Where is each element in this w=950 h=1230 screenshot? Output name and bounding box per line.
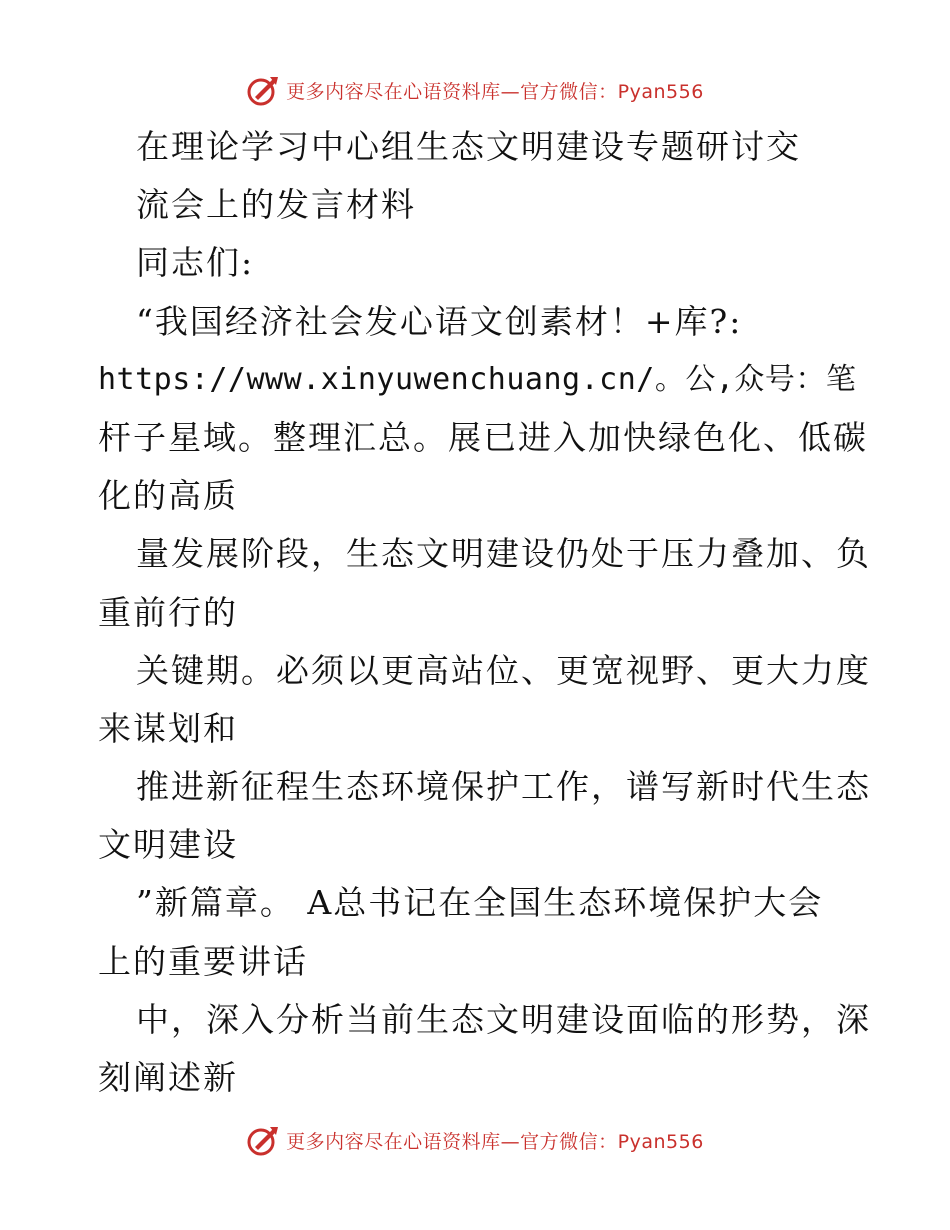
paragraph-line: “我国经济社会发心语文创素材！+库?:	[136, 301, 743, 341]
footer-watermark	[0, 1120, 950, 1160]
paragraph-line: 重前行的	[98, 592, 238, 632]
salutation: 同志们:	[136, 243, 255, 283]
title-line-2: 流会上的发言材料	[136, 185, 416, 225]
document-body	[98, 118, 871, 1107]
watermark-text: 更多内容尽在心语资料库—官方微信：Pyan556	[286, 80, 704, 103]
paragraph-line: 文明建设	[98, 825, 238, 865]
paragraph-line: https://www.xinyuwenchuang.cn/。公,众号：笔	[98, 361, 857, 397]
paragraph-line: 刻阐述新	[98, 1058, 238, 1097]
paragraph-line: 量发展阶段，生态文明建设仍处于压力叠加、负	[136, 534, 871, 574]
paragraph-line: 推进新征程生态环境保护工作，谱写新时代生态	[136, 767, 871, 807]
quill-logo-icon	[246, 1123, 280, 1157]
paragraph-line: 关键期。必须以更高站位、更宽视野、更大力度	[136, 650, 871, 690]
watermark-text: 更多内容尽在心语资料库—官方微信：Pyan556	[286, 1130, 704, 1153]
quill-logo-icon	[246, 73, 280, 107]
paragraph-line: 化的高质	[98, 476, 238, 516]
paragraph-line: 上的重要讲话	[98, 941, 308, 981]
header-watermark	[0, 70, 950, 110]
paragraph-line: 中，深入分析当前生态文明建设面临的形势，深	[136, 999, 871, 1039]
paragraph-line: ”新篇章。 A总书记在全国生态环境保护大会	[136, 883, 824, 923]
title-line-1: 在理论学习中心组生态文明建设专题研讨交	[136, 127, 801, 166]
paragraph-line: 杆子星域。整理汇总。展已进入加快绿色化、低碳	[98, 417, 868, 457]
paragraph-line: 来谋划和	[98, 708, 238, 748]
